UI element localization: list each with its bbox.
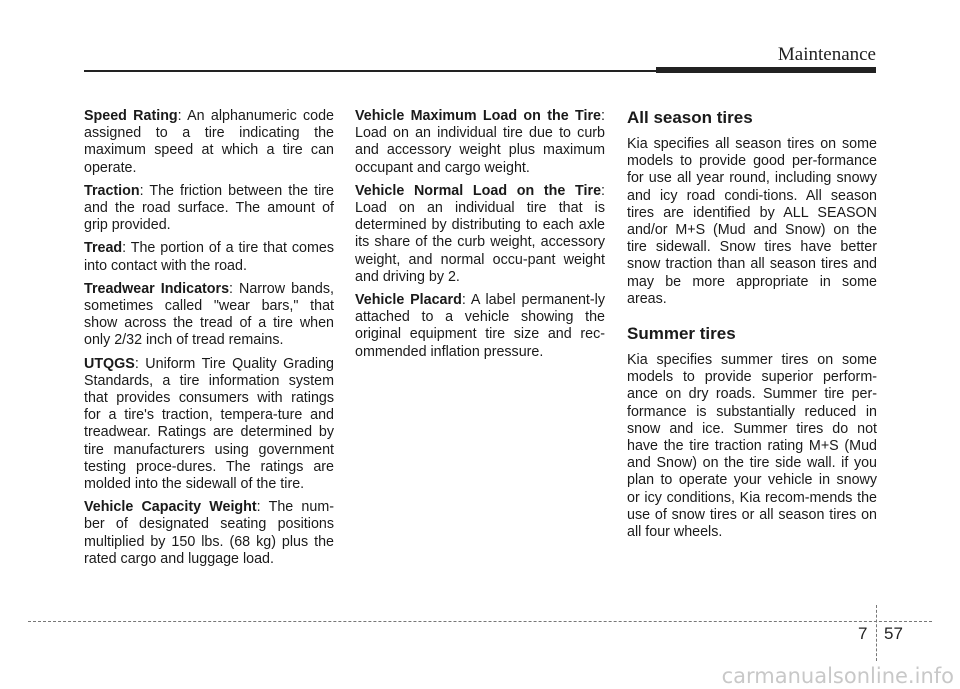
definition-paragraph (84, 183, 334, 235)
definition-term: Vehicle Maximum Load on the Tire (355, 108, 602, 124)
definition-paragraph (84, 499, 334, 568)
definition-term: Treadwear Indicators (84, 280, 230, 297)
definition-term: Traction (84, 182, 140, 199)
definition-paragraph (84, 356, 334, 494)
definition-paragraph (355, 108, 605, 177)
definition-text: : An alphanumeric code assigned to a tire indicating the maximum speed at which a tire can operate. (84, 108, 335, 176)
all-season-tires-heading: All season tires (627, 108, 753, 127)
definition-term: Tread (84, 240, 123, 257)
definition-text: : Narrow bands, sometimes called "wear bars," that show across the tread of a tire when only 2/32 inch of tread remains. (84, 280, 334, 349)
definition-text: : The portion of a tire that comes into contact with the road. (84, 240, 334, 274)
column-tire-types (627, 108, 877, 547)
column-definitions-2 (355, 108, 605, 367)
page-number: 57 (884, 624, 903, 643)
definition-paragraph (355, 292, 605, 361)
definition-paragraph (84, 281, 334, 350)
watermark-text: carmanualsonline.info (721, 664, 954, 688)
definition-term: Vehicle Placard (355, 292, 462, 309)
definition-paragraph (84, 108, 334, 177)
header-rule-thin (84, 70, 656, 72)
definition-text: : Load on an individual tire due to curb and accessory weight plus maximum occupant and cargo weight. (355, 108, 605, 176)
summer-tires-heading: Summer tires (627, 324, 736, 344)
all-season-tires-body: Kia specifies all season tires on some models to provide good per-formance for use all year round, including snowy and icy road condi-tions. All season tires are identified by ALL SEASON and/or M+S (Mud and Snow) on the tire sidewall. Snow tires have better snow traction than all season tires and may be more appropriate in some areas. (627, 136, 877, 307)
section-header-title: Maintenance (777, 44, 876, 65)
definition-text: : The num-ber of designated seating positions multiplied by 150 lbs. (68 kg) plus the rated cargo and luggage load. (84, 499, 334, 567)
definition-text: : Uniform Tire Quality Grading Standards, a tire information system that provides consumers with ratings for a tire's traction, tempera-ture and treadwear. Ratings are determined by tire manufacturers using government testing proce-dures. The ratings are molded into the sidewall of the tire. (84, 355, 334, 493)
definition-term: Speed Rating (84, 108, 178, 124)
summer-tires-body: Kia specifies summer tires on some models to provide superior perform-ance on dry roads. Summer tire per-formance is substantially reduced in snow and ice. Summer tires do not have the tire traction rating M+S (Mud and Snow) on the tire side wall. if you plan to operate your vehicle in snowy or icy conditions, Kia recom-mends the use of snow tires or all season tires on all four wheels. (627, 352, 877, 541)
definition-paragraph (355, 183, 605, 286)
chapter-number: 7 (858, 624, 868, 643)
footer-dashed-rule (28, 621, 932, 622)
page-number-separator (876, 605, 877, 661)
definition-term: Vehicle Capacity Weight (84, 499, 257, 516)
definition-text: : The friction between the tire and the road surface. The amount of grip provided. (84, 182, 334, 234)
definition-term: Vehicle Normal Load on the Tire (355, 182, 602, 199)
definition-term: UTQGS (84, 355, 135, 372)
column-definitions-1 (84, 108, 334, 574)
header-rule-thick (656, 67, 876, 73)
definition-text: : Load on an individual tire that is determined by distributing to each axle its share of the curb weight, accessory weight, and normal occu-pant weight and driving by 2. (355, 182, 605, 285)
definition-paragraph (84, 240, 334, 274)
definition-text: : A label permanent-ly attached to a vehicle showing the original equipment tire size and rec-ommended inflation pressure. (355, 292, 605, 360)
